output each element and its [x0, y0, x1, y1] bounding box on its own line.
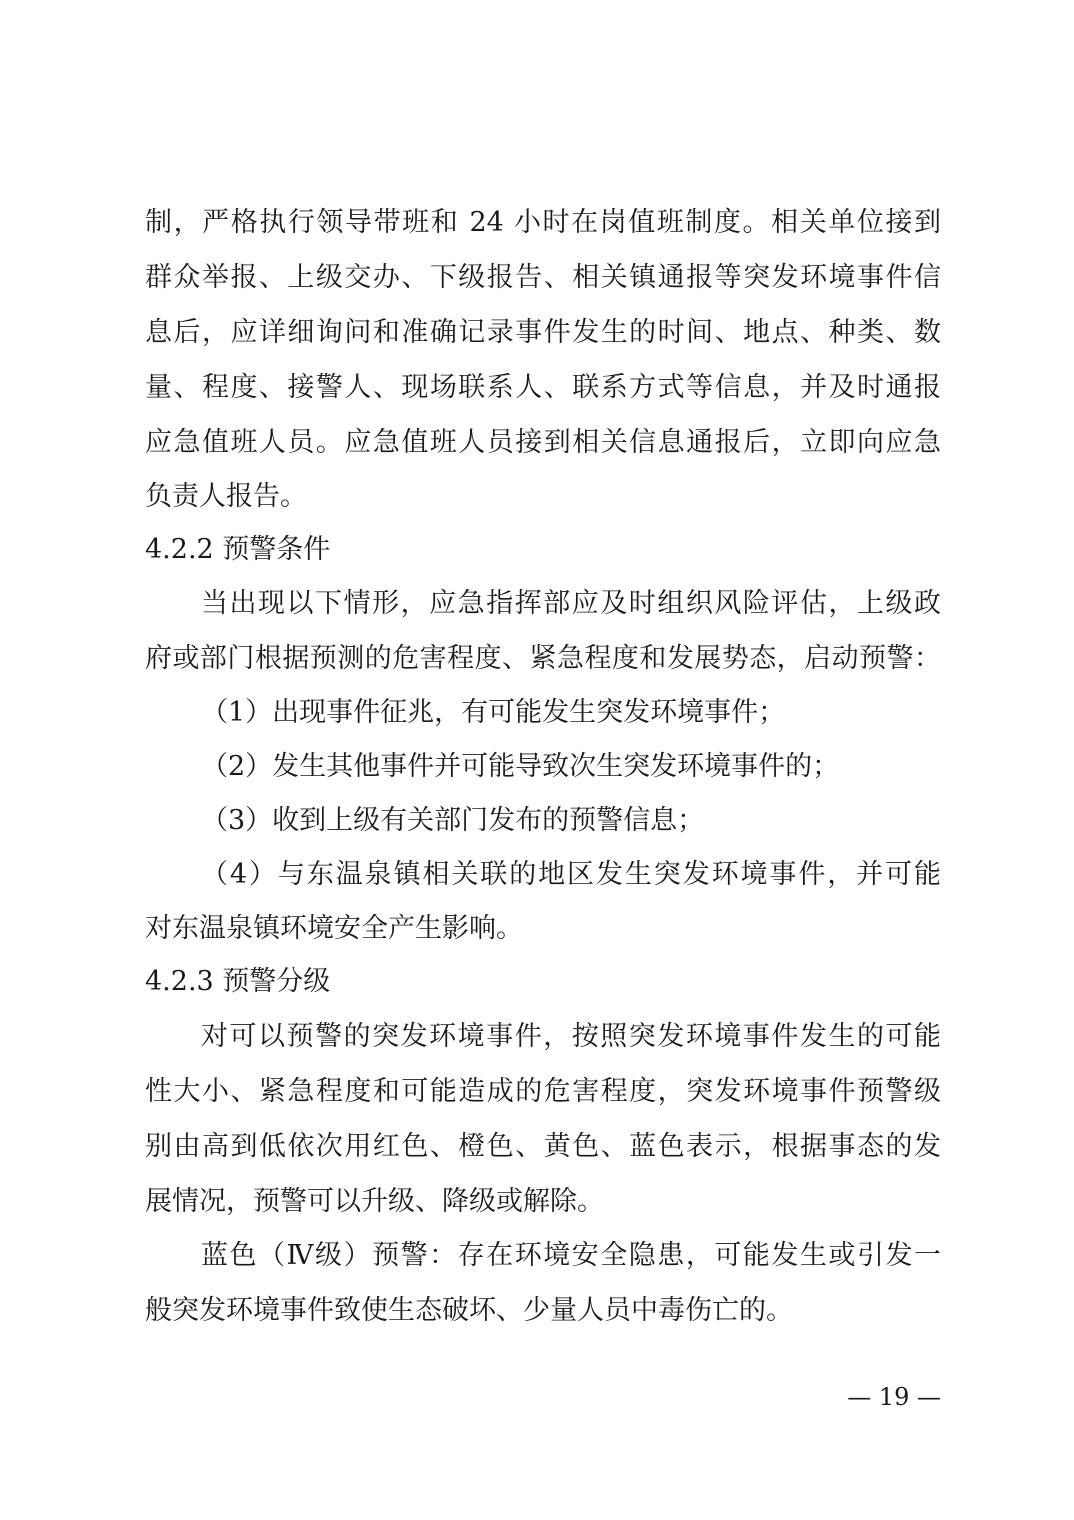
paragraph-line: 当出现以下情形，应急指挥部应及时组织风险评估，上级政 — [201, 588, 941, 619]
paragraph-line: 群众举报、上级交办、下级报告、相关镇通报等突发环境事件信 — [145, 262, 941, 293]
paragraph-line: 性大小、紧急程度和可能造成的危害程度，突发环境事件预警级 — [145, 1076, 941, 1107]
paragraph-line: 府或部门根据预测的危害程度、紧急程度和发展势态，启动预警： — [145, 643, 941, 674]
section-heading: 4.2.2 预警条件 — [145, 534, 331, 565]
paragraph-line: 对可以预警的突发环境事件，按照突发环境事件发生的可能 — [201, 1021, 941, 1052]
paragraph-line: 应急值班人员。应急值班人员接到相关信息通报后，立即向应急 — [145, 427, 941, 458]
section-heading: 4.2.3 预警分级 — [145, 966, 331, 997]
list-item: （2）发生其他事件并可能导致次生突发环境事件的； — [201, 751, 840, 782]
list-item: （1）出现事件征兆，有可能发生突发环境事件； — [201, 697, 786, 728]
paragraph-line: 负责人报告。 — [145, 481, 307, 512]
paragraph-line: 制，严格执行领导带班和 24 小时在岗值班制度。相关单位接到 — [145, 207, 941, 238]
paragraph-line: 般突发环境事件致使生态破坏、少量人员中毒伤亡的。 — [145, 1295, 793, 1326]
paragraph-line: 别由高到低依次用红色、橙色、黄色、蓝色表示，根据事态的发 — [145, 1131, 941, 1162]
paragraph-line: 对东温泉镇环境安全产生影响。 — [145, 913, 523, 944]
list-item: （4）与东温泉镇相关联的地区发生突发环境事件，并可能 — [201, 859, 941, 890]
paragraph-line: 息后，应详细询问和准确记录事件发生的时间、地点、种类、数 — [145, 317, 941, 348]
list-item: （3）收到上级有关部门发布的预警信息； — [201, 805, 705, 836]
paragraph-line: 量、程度、接警人、现场联系人、联系方式等信息，并及时通报 — [145, 372, 941, 403]
paragraph-line: 蓝色（Ⅳ级）预警：存在环境安全隐患，可能发生或引发一 — [201, 1240, 941, 1271]
page-number: — 19 — — [847, 1383, 941, 1411]
paragraph-line: 展情况，预警可以升级、降级或解除。 — [145, 1186, 604, 1217]
